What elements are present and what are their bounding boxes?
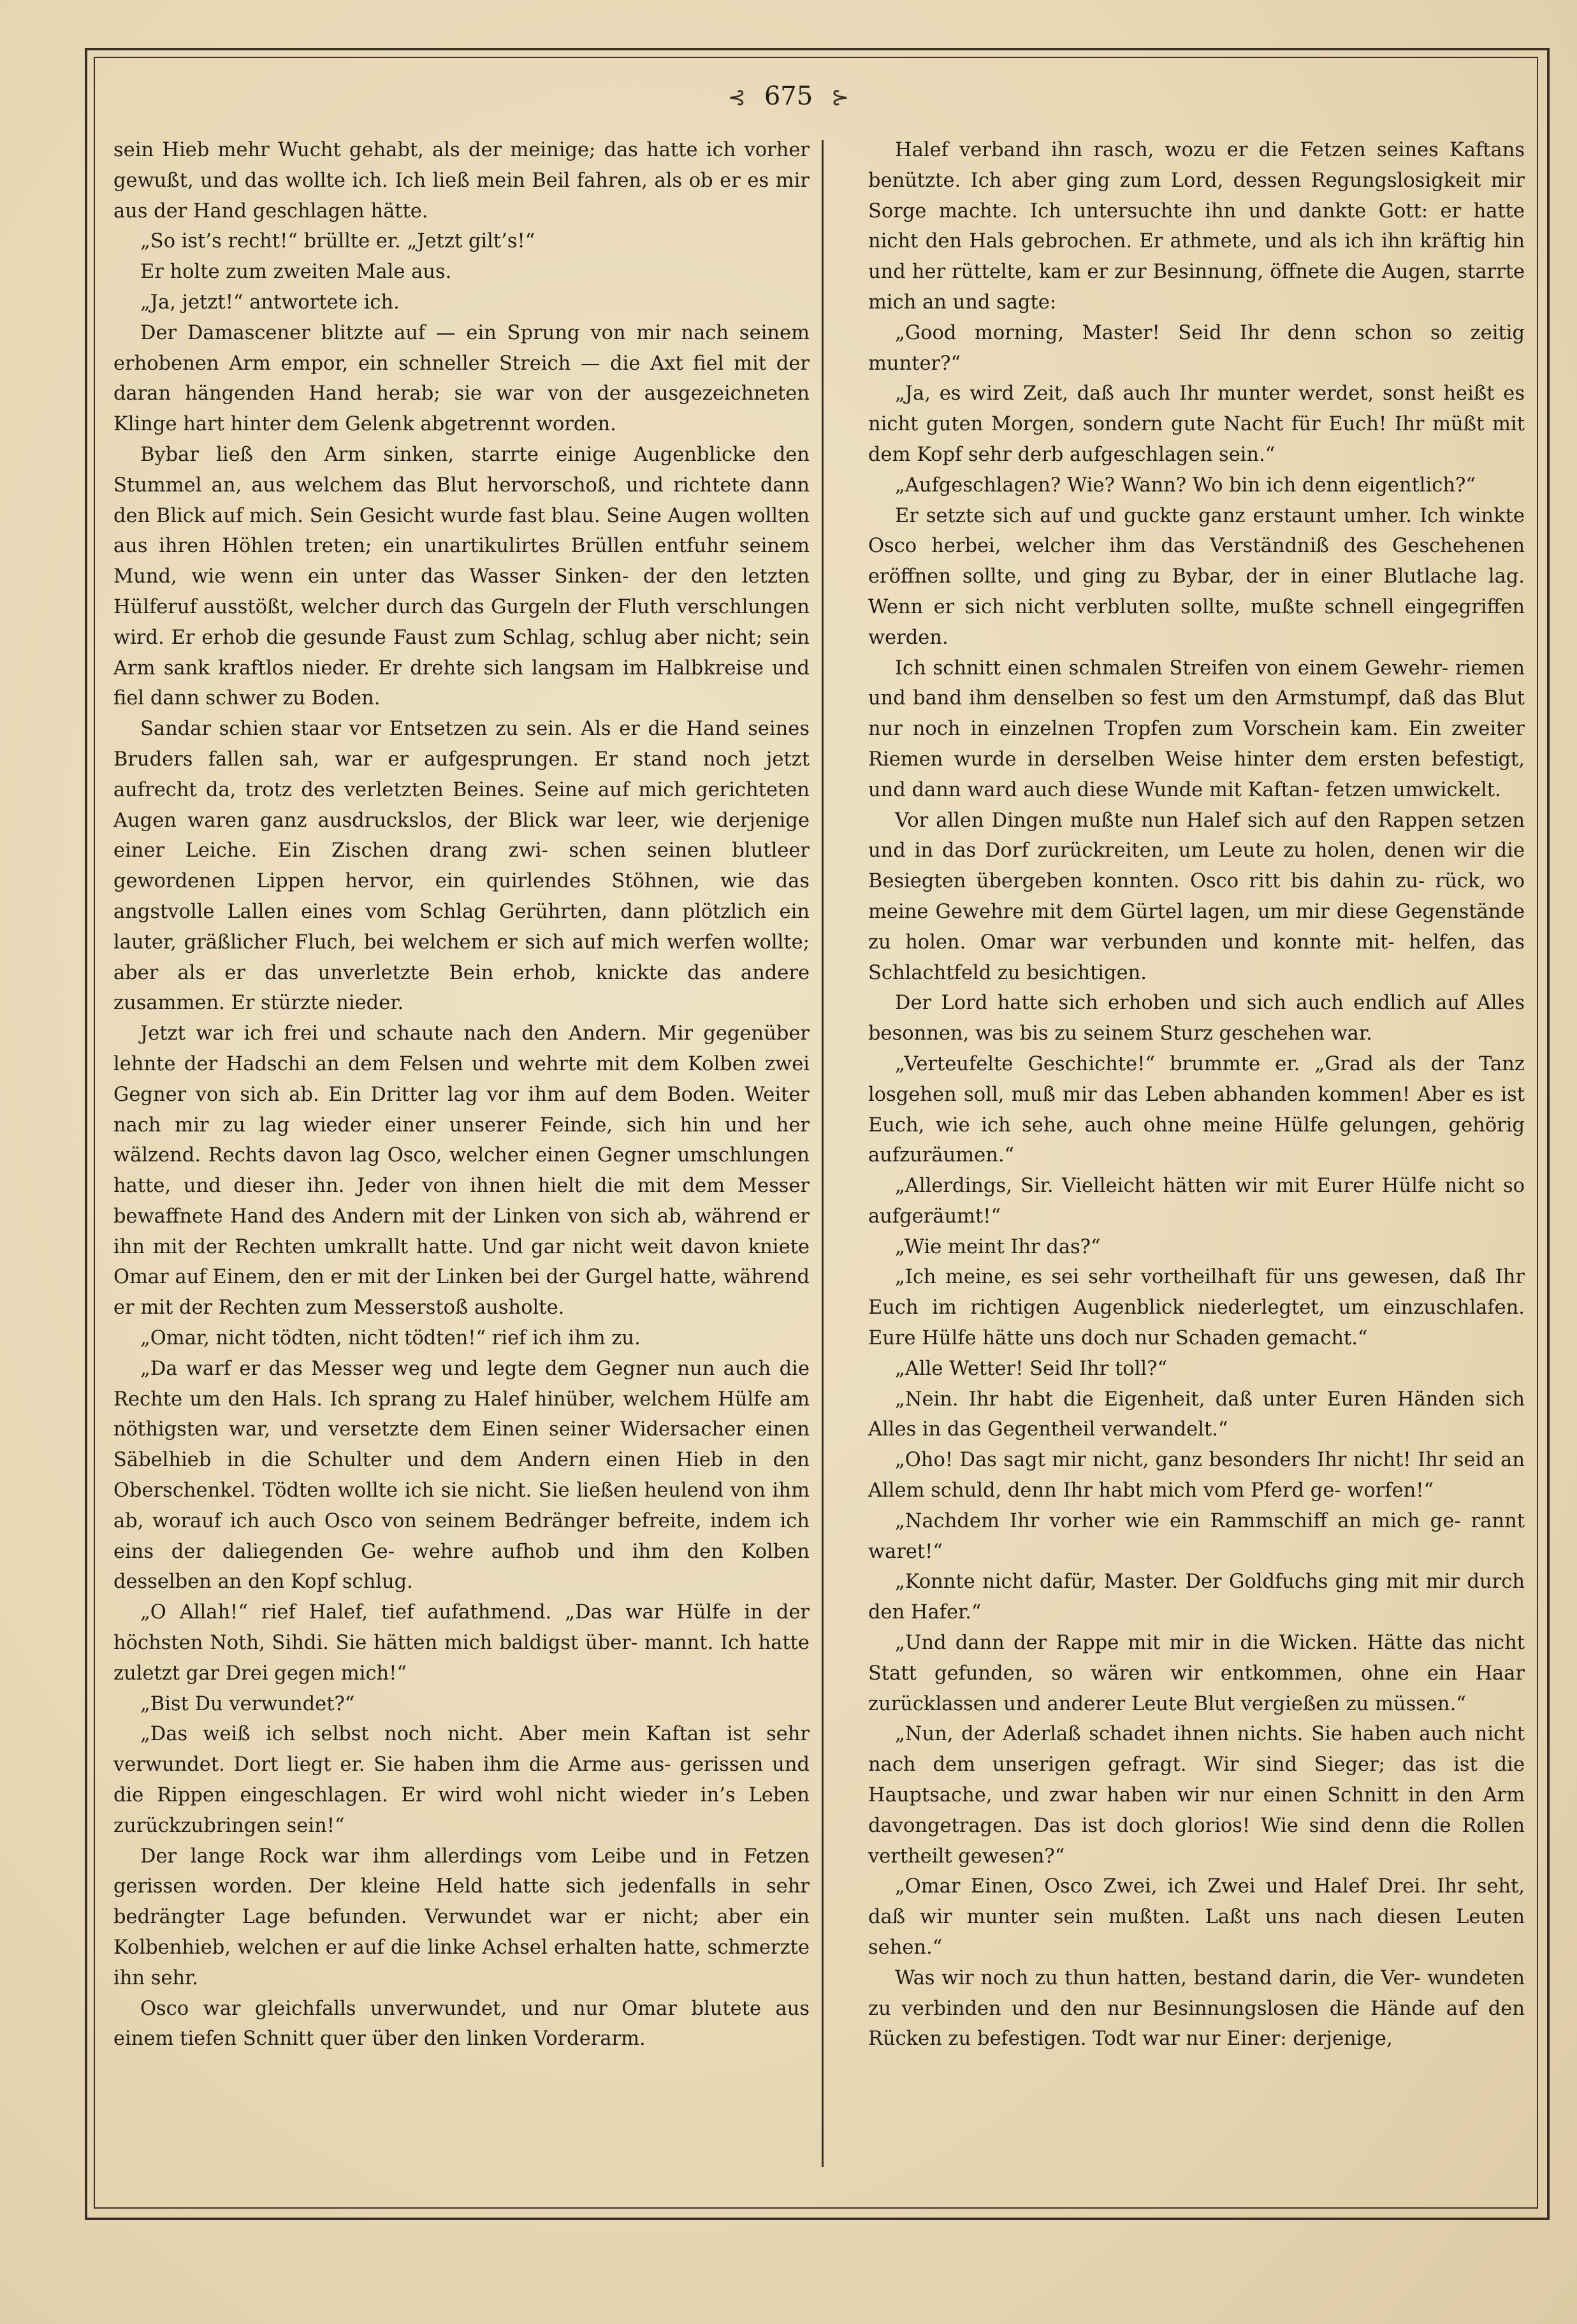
column-divider xyxy=(822,140,824,2167)
left-column xyxy=(113,135,810,2054)
paragraph: Der Damascener blitzte auf — ein Sprung von mir nach seinem erhobenen Arm empor, ein schneller Streich — die Axt fiel mit der daran hängenden Hand herab; sie war von der ausgezeichneten Klinge hart hinter dem Gelenk abgetrennt worden. xyxy=(113,321,810,436)
paragraph: Er holte zum zweiten Male aus. xyxy=(140,261,452,284)
paragraph: „Ja, es wird Zeit, daß auch Ihr munter werdet, sonst heißt es nicht guten Morgen, sondern gute Nacht für Euch! Ihr müßt mit dem Kopf sehr derb aufgeschlagen sein.“ xyxy=(868,382,1525,466)
paragraph: „Wie meint Ihr das?“ xyxy=(895,1235,1101,1258)
page-header xyxy=(0,80,1577,114)
paragraph: „Konnte nicht dafür, Master. Der Goldfuchs ging mit mir durch den Hafer.“ xyxy=(868,1571,1525,1624)
ornament-right-icon: ⊱ xyxy=(831,85,850,110)
paragraph: „Bist Du verwundet?“ xyxy=(140,1692,355,1715)
paragraph: Der Lord hatte sich erhoben und sich auch endlich auf Alles besonnen, was bis zu seinem Sturz geschehen war. xyxy=(868,992,1525,1045)
paragraph: Der lange Rock war ihm allerdings vom Leibe und in Fetzen gerissen worden. Der kleine Held hatte sich jedenfalls in sehr bedrängter Lage befunden. Verwundet war er nicht; aber ein Kolbenhieb, welchen er auf die linke Achsel erhalten hatte, schmerzte ihn sehr. xyxy=(113,1845,810,1989)
paragraph: Vor allen Dingen mußte nun Halef sich auf den Rappen setzen und in das Dorf zurückreiten, um Leute zu holen, denen wir die Besiegten übergeben konnten. Osco ritt bis dahin zu- rück, wo meine Gewehre mit dem Gürtel lagen, um mir diese Gegenstände zu holen. Omar war verbunden und konnte mit- helfen, das Schlachtfeld zu besichtigen. xyxy=(868,809,1525,984)
paragraph: „Aufgeschlagen? Wie? Wann? Wo bin ich denn eigentlich?“ xyxy=(895,474,1476,497)
right-column xyxy=(868,135,1525,2054)
paragraph: „Da warf er das Messer weg und legte dem Gegner nun auch die Rechte um den Hals. Ich sprang zu Halef hinüber, welchem Hülfe am nöthigsten war, und versetzte dem Einen seiner Widersacher einen Säbelhieb in die Schulter und dem Andern einen Hieb in den Oberschenkel. Tödten wollte ich sie nicht. Sie ließen heulend von ihm ab, worauf ich auch Osco von seinem Bedränger befreite, indem ich eins der daliegenden Ge- wehre aufhob und ihm den Kolben desselben an den Kopf schlug. xyxy=(113,1357,810,1594)
paragraph: „So ist’s recht!“ brüllte er. „Jetzt gilt’s!“ xyxy=(140,230,535,253)
paragraph: „Nachdem Ihr vorher wie ein Rammschiff an mich ge- rannt waret!“ xyxy=(868,1509,1525,1563)
paragraph: „O Allah!“ rief Halef, tief aufathmend. „Das war Hülfe in der höchsten Noth, Sihdi. Sie hätten mich baldigst über- mannt. Ich hatte zuletzt gar Drei gegen mich!“ xyxy=(113,1601,810,1685)
paragraph: „Good morning, Master! Seid Ihr denn schon so zeitig munter?“ xyxy=(868,321,1525,375)
paragraph: „Ich meine, es sei sehr vortheilhaft für uns gewesen, daß Ihr Euch im richtigen Augenblick niederlegtet, um einzuschlafen. Eure Hülfe hätte uns doch nur Schaden gemacht.“ xyxy=(868,1266,1525,1350)
paragraph: „Oho! Das sagt mir nicht, ganz besonders Ihr nicht! Ihr seid an Allem schuld, denn Ihr habt mich vom Pferd ge- worfen!“ xyxy=(868,1449,1525,1502)
paragraph: „Nun, der Aderlaß schadet ihnen nichts. Sie haben auch nicht nach dem unserigen gefragt. Wir sind Sieger; das ist die Hauptsache, und zwar haben wir nur einen Schnitt in den Arm davongetragen. Das ist doch glorios! Wie sind denn die Rollen vertheilt gewesen?“ xyxy=(868,1723,1525,1868)
ornament-left-icon: ⊰ xyxy=(727,85,746,110)
paragraph: „Und dann der Rappe mit mir in die Wicken. Hätte das nicht Statt gefunden, so wären wir entkommen, ohne ein Haar zurücklassen und anderer Leute Blut vergießen zu müssen.“ xyxy=(868,1632,1525,1715)
paragraph: „Verteufelte Geschichte!“ brummte er. „Grad als der Tanz losgehen soll, muß mir das Leben abhanden kommen! Aber es ist Euch, wie ich sehe, auch ohne meine Hülfe gelungen, gehörig aufzuräumen.“ xyxy=(868,1052,1525,1167)
paragraph: Osco war gleichfalls unverwundet, und nur Omar blutete aus einem tiefen Schnitt quer über den linken Vorderarm. xyxy=(113,1997,810,2051)
paragraph: Ich schnitt einen schmalen Streifen von einem Gewehr- riemen und band ihm denselben so fest um den Armstumpf, daß das Blut nur noch in einzelnen Tropfen zum Vorschein kam. Ein zweiter Riemen wurde in derselben Weise hinter dem ersten befestigt, und dann ward auch diese Wunde mit Kaftan- fetzen umwickelt. xyxy=(868,657,1525,801)
paragraph: Bybar ließ den Arm sinken, starrte einige Augenblicke den Stummel an, aus welchem das Blut hervorschoß, und richtete dann den Blick auf mich. Sein Gesicht wurde fast blau. Seine Augen wollten aus ihren Höhlen treten; ein unartikulirtes Brüllen entfuhr seinem Mund, wie wenn ein unter das Wasser Sinken- der den letzten Hülferuf ausstößt, welcher durch das Gurgeln der Fluth verschlungen wird. Er erhob die gesunde Faust zum Schlag, schlug aber nicht; sein Arm sank kraftlos nieder. Er drehte sich langsam im Halbkreise und fiel dann schwer zu Boden. xyxy=(113,443,810,710)
paragraph: „Nein. Ihr habt die Eigenheit, daß unter Euren Händen sich Alles in das Gegentheil verwandelt.“ xyxy=(868,1388,1525,1441)
paragraph: Jetzt war ich frei und schaute nach den Andern. Mir gegenüber lehnte der Hadschi an dem Felsen und wehrte mit dem Kolben zwei Gegner von sich ab. Ein Dritter lag vor ihm auf dem Boden. Weiter nach mir zu lag wieder einer unserer Feinde, sich hin und her wälzend. Rechts davon lag Osco, welcher einen Gegner umschlungen hatte, und dieser ihn. Jeder von ihnen hielt die mit dem Messer bewaffnete Hand des Andern mit der Linken von sich ab, während er ihn mit der Rechten umkrallt hatte. Und gar nicht weit davon kniete Omar auf Einem, den er mit der Linken bei der Gurgel hatte, während er mit der Rechten zum Messerstoß ausholte. xyxy=(113,1022,810,1319)
paragraph: „Ja, jetzt!“ antwortete ich. xyxy=(140,291,400,314)
paragraph: sein Hieb mehr Wucht gehabt, als der meinige; das hatte ich vorher gewußt, und das wollte ich. Ich ließ mein Beil fahren, als ob er es mir aus der Hand geschlagen hätte. xyxy=(113,139,810,222)
paragraph: „Omar, nicht tödten, nicht tödten!“ rief ich ihm zu. xyxy=(140,1327,641,1350)
page-number: 675 xyxy=(764,82,813,111)
paragraph: „Alle Wetter! Seid Ihr toll?“ xyxy=(895,1357,1168,1380)
paragraph: „Das weiß ich selbst noch nicht. Aber mein Kaftan ist sehr verwundet. Dort liegt er. Sie haben ihm die Arme aus- gerissen und die Rippen eingeschlagen. Er wird wohl nicht wieder in’s Leben zurückzubringen sein!“ xyxy=(113,1723,810,1837)
paragraph: Sandar schien staar vor Entsetzen zu sein. Als er die Hand seines Bruders fallen sah, war er aufgesprungen. Er stand noch jetzt aufrecht da, trotz des verletzten Beines. Seine auf mich gerichteten Augen waren ganz ausdruckslos, der Blick war leer, wie derjenige einer Leiche. Ein Zischen drang zwi- schen seinen blutleer gewordenen Lippen hervor, ein quirlendes Stöhnen, wie das angstvolle Lallen eines vom Schlag Gerührten, dann plötzlich ein lauter, gräßlicher Fluch, bei welchem er sich auf mich werfen wollte; aber als er das unverletzte Bein erhob, knickte das andere zusammen. Er stürzte nieder. xyxy=(113,718,810,1015)
paragraph: „Omar Einen, Osco Zwei, ich Zwei und Halef Drei. Ihr seht, daß wir munter sein mußten. Laßt uns nach diesen Leuten sehen.“ xyxy=(868,1875,1525,1959)
paragraph: Was wir noch zu thun hatten, bestand darin, die Ver- wundeten zu verbinden und den nur Besinnungslosen die Hände auf den Rücken zu befestigen. Todt war nur Einer: derjenige, xyxy=(868,1966,1525,2051)
paragraph: „Allerdings, Sir. Vielleicht hätten wir mit Eurer Hülfe nicht so aufgeräumt!“ xyxy=(868,1175,1525,1228)
paragraph: Er setzte sich auf und guckte ganz erstaunt umher. Ich winkte Osco herbei, welcher ihm das Verständniß des Geschehenen eröffnen sollte, und ging zu Bybar, der in einer Blutlache lag. Wenn er sich nicht verbluten sollte, mußte schnell eingegriffen werden. xyxy=(868,504,1525,649)
paragraph: Halef verband ihn rasch, wozu er die Fetzen seines Kaftans benützte. Ich aber ging zum Lord, dessen Regungslosigkeit mir Sorge machte. Ich untersuchte ihn und dankte Gott: er hatte nicht den Hals gebrochen. Er athmete, und als ich ihn kräftig hin und her rüttelte, kam er zur Besinnung, öffnete die Augen, starrte mich an und sagte: xyxy=(868,139,1525,314)
